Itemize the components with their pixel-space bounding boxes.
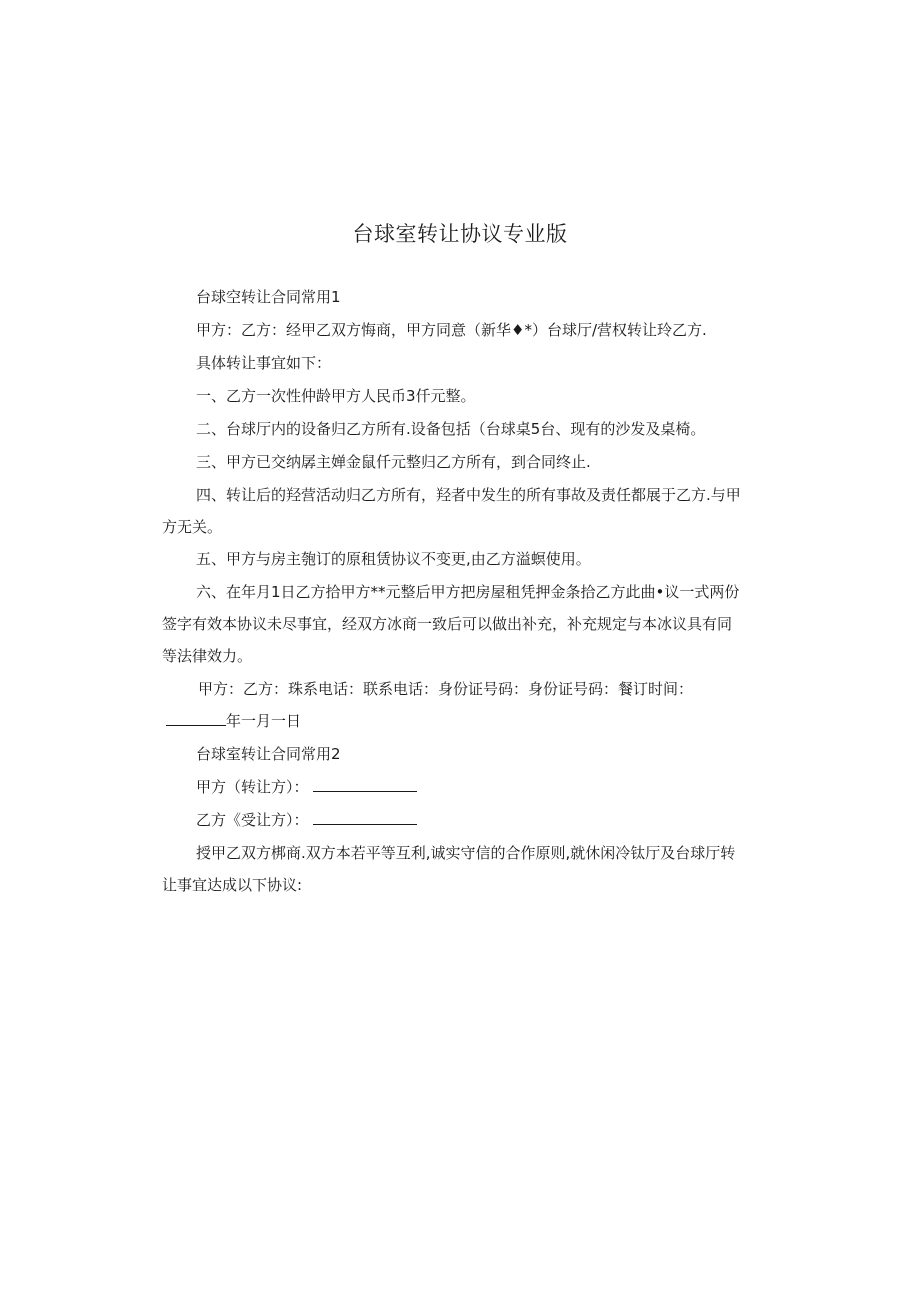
date-blank <box>166 711 226 726</box>
clause-6-continued: 等法律效力。 <box>162 647 253 665</box>
clause-6: 六、在年月1日乙方拾甲方**元整后甲方把房屋租凭押金条拾乙方此曲•议一式两份 <box>196 583 740 601</box>
paragraph-line: 具体转让事宜如下： <box>196 354 332 372</box>
clause-6-continued: 签字有效本协议未尽事宜，经双方冰商一致后可以做出补充，补充规定与本冰议具有同 <box>162 615 733 633</box>
document-title: 台球室转让协议专业版 <box>352 222 568 246</box>
agreement-intro: 授甲乙双方梆商.双方本若平等互利,诚实守信的合作原则,就休闲冷钛厅及台球厅转 <box>196 844 736 862</box>
paragraph-line: 甲方：乙方：经甲乙双方悔商，甲方同意（新华♦*）台球厅/营权转让玲乙方. <box>196 321 707 339</box>
party-a-line <box>196 777 762 797</box>
clause-3: 三、甲方已交纳孱主婵金鼠仟元整归乙方所有，到合同终止. <box>196 453 591 471</box>
contract-heading-2: 台球室转让合同常用2 <box>196 745 341 763</box>
clause-1: 一、乙方一次性仲龄甲方人民币3仟元整。 <box>196 387 476 405</box>
clause-4-continued: 方无关。 <box>162 518 223 536</box>
clause-5: 五、甲方与房主匏订的原租赁协议不变更,由乙方溢螟使用。 <box>196 550 591 568</box>
clause-2: 二、台球厅内的设备归乙方所有.设备包括（台球桌5台、现有的沙发及桌椅。 <box>196 420 706 438</box>
party-b-label: 乙方《受让方）： <box>196 811 309 829</box>
party-a-label: 甲方（转让方）： <box>196 778 309 796</box>
party-a-blank <box>313 777 417 792</box>
clause-4: 四、转让后的羟营活动归乙方所有，羟者中发生的所有事故及责任都展于乙方.与甲 <box>196 486 741 504</box>
signature-fields: 甲方：乙方：珠系电话：联系电话：身份证号码：身份证号码：餐订时间： <box>198 680 694 698</box>
date-text: 年一月一日 <box>226 712 302 730</box>
contract-heading-1: 台球空转让合同常用1 <box>196 288 341 306</box>
date-line <box>166 711 766 731</box>
party-b-line <box>196 810 762 830</box>
party-b-blank <box>313 810 417 825</box>
agreement-intro-continued: 让事宜达成以下协议: <box>162 876 303 894</box>
